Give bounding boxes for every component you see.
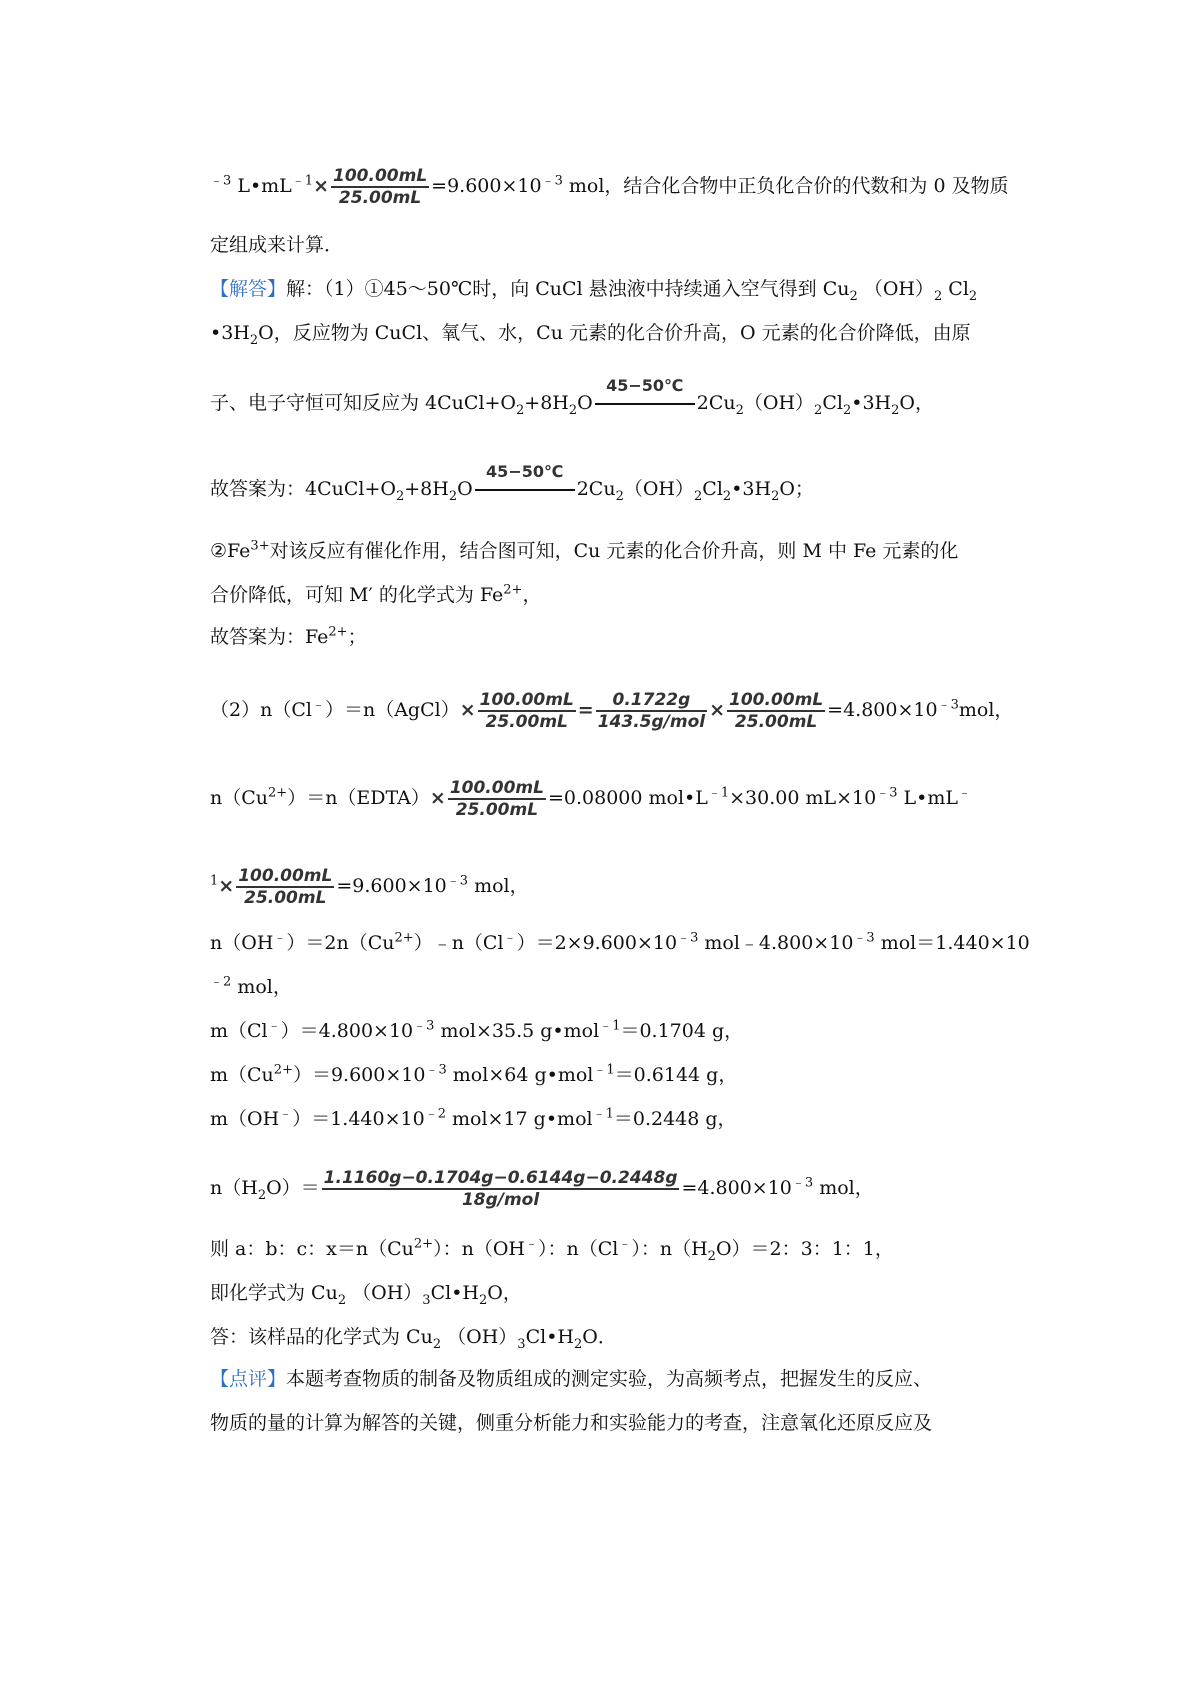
comment-line-2: 物质的量的计算为解答的关键，侧重分析能力和实验能力的考查，注意氧化还原反应及 bbox=[210, 1412, 933, 1434]
formula-line: 即化学式为 $Cu_2$ $(OH)_3Cl•H_2O$， bbox=[210, 1282, 522, 1308]
mass-copper: $m(Cu^{2+})=9.600\times 10^{﹣3}$ mol×64 g•mol$^{﹣1}$＝0.6144 g， bbox=[210, 1062, 738, 1086]
reaction-equation-2: 故答案为：$4CuCl+O_2+8H_2O$ 45−50℃ $2Cu_2(OH)_2Cl_2•3H_2O$； bbox=[210, 476, 1030, 502]
chloride-calculation: （2）n（Cl﹣）＝n（AgCl）× $\frac{100.00mL}{25.00mL}$ = $\frac{0.1722g}{\text{143.5g/mol}}$ × $\frac{100.00mL}{25.00mL}$ $=4.800\times 10^{﹣3}mol$， bbox=[210, 690, 1014, 732]
superscript: ﹣3 bbox=[210, 173, 232, 189]
reaction-condition: 45−50℃ bbox=[606, 376, 684, 395]
fraction: $\frac{100.00mL}{25.00mL}$ bbox=[449, 778, 544, 820]
text-line-7: $②Fe^{3+}$对该反应有催化作用，结合图可知，Cu 元素的化合价升高，则 M 中 Fe 元素的化 bbox=[210, 538, 959, 562]
fraction: $\frac{100.00mL}{25.00mL}$ bbox=[333, 166, 428, 208]
fraction: $\frac{100.00mL}{25.00mL}$ bbox=[729, 690, 824, 732]
text-line-1: $^{﹣3}$ $L•mL^{﹣1}\times$ $\frac{100.00mL}{25.00mL}$ $=9.600\times 10^{﹣3}$ mol，结合化合物中正负化合价的代数和为 0 及物质 bbox=[210, 166, 1009, 208]
comment-tag: 【点评】 bbox=[210, 1368, 287, 1390]
water-calculation: $n(H_2O)=$ $\frac{1.1160g-0.1704g-0.6144g-0.2448g}{\text{18g/mol}}$ $=4.800\times 10^{﹣3}$ mol， bbox=[210, 1168, 874, 1210]
answer-tag: 【解答】 bbox=[210, 278, 287, 300]
answer-line: 答：该样品的化学式为 $Cu_2$ $(OH)_3Cl•H_2O$． bbox=[210, 1326, 617, 1352]
text-line-14: $^{﹣2}$ mol， bbox=[210, 974, 292, 998]
text-line-12: $^1$× $\frac{100.00mL}{25.00mL}$ $=9.600\times 10^{﹣3}$ mol， bbox=[210, 866, 529, 908]
reaction-equation-1: 子、电子守恒可知反应为 $4CuCl+O_2+8H_2O$ 45−50℃ $2Cu_2(OH)_2Cl_2•3H_2O$， bbox=[210, 390, 1030, 416]
mass-hydroxide: $m(OH^﹣)=1.440\times 10^{﹣2}$ mol×17 g•mol$^{﹣1}$＝0.2448 g， bbox=[210, 1106, 737, 1130]
reaction-condition-line bbox=[475, 462, 575, 497]
copper-calculation: $n(Cu^{2+})=n(EDTA)\times$ $\frac{100.00mL}{25.00mL}$ =0.08000 $mol•L^{﹣1}\times 30.00$ $mL\times 10^{﹣3}$ L•mL﹣ bbox=[210, 778, 972, 820]
text-line-8: 合价降低，可知 M′ 的化学式为 $Fe^{2+}$， bbox=[210, 582, 542, 606]
mass-chloride: $m(Cl^﹣)=4.800\times 10^{﹣3}$ mol×35.5 g•mol$^{﹣1}$＝0.1704 g， bbox=[210, 1018, 744, 1042]
fraction: $\frac{100.00mL}{25.00mL}$ bbox=[238, 866, 333, 908]
text-line-9: 故答案为：$Fe^{2+}$； bbox=[210, 624, 367, 648]
text-line-2: 定组成来计算． bbox=[210, 234, 344, 256]
ratio-line: 则 a：b：c：$x=n(Cu^{2+})$：n（OH﹣）：n（Cl﹣）：$n(H_2O)=2$：3：1：1， bbox=[210, 1236, 894, 1264]
text-line-3: 【解答】解：（1）①45～50℃时，向 CuCl 悬浊液中持续通入空气得到 $Cu_2$ $(OH)_2$ $Cl_2$ bbox=[210, 278, 978, 304]
comment-line-1: 【点评】本题考查物质的制备及物质组成的测定实验，为高频考点，把握发生的反应、 bbox=[210, 1368, 933, 1390]
fraction: $\frac{100.00mL}{25.00mL}$ bbox=[479, 690, 574, 732]
hydroxide-calculation: $n(OH^﹣)=2n(Cu^{2+})﹣n(Cl^﹣)=2\times 9.600\times 10^{﹣3}$ $mol﹣4.800\times 10^{﹣3}$ mol＝1.440×10 bbox=[210, 930, 1030, 954]
text-line-4: $•3H_2O$，反应物为 CuCl、氧气、水，Cu 元素的化合价升高，O 元素的化合价降低，由原 bbox=[210, 322, 971, 348]
fraction: $\frac{0.1722g}{\text{143.5g/mol}}$ bbox=[597, 690, 706, 732]
fraction: $\frac{1.1160g-0.1704g-0.6144g-0.2448g}{\text{18g/mol}}$ bbox=[323, 1168, 678, 1210]
reaction-condition: 45−50℃ bbox=[486, 462, 564, 481]
reaction-condition-line bbox=[595, 376, 695, 411]
